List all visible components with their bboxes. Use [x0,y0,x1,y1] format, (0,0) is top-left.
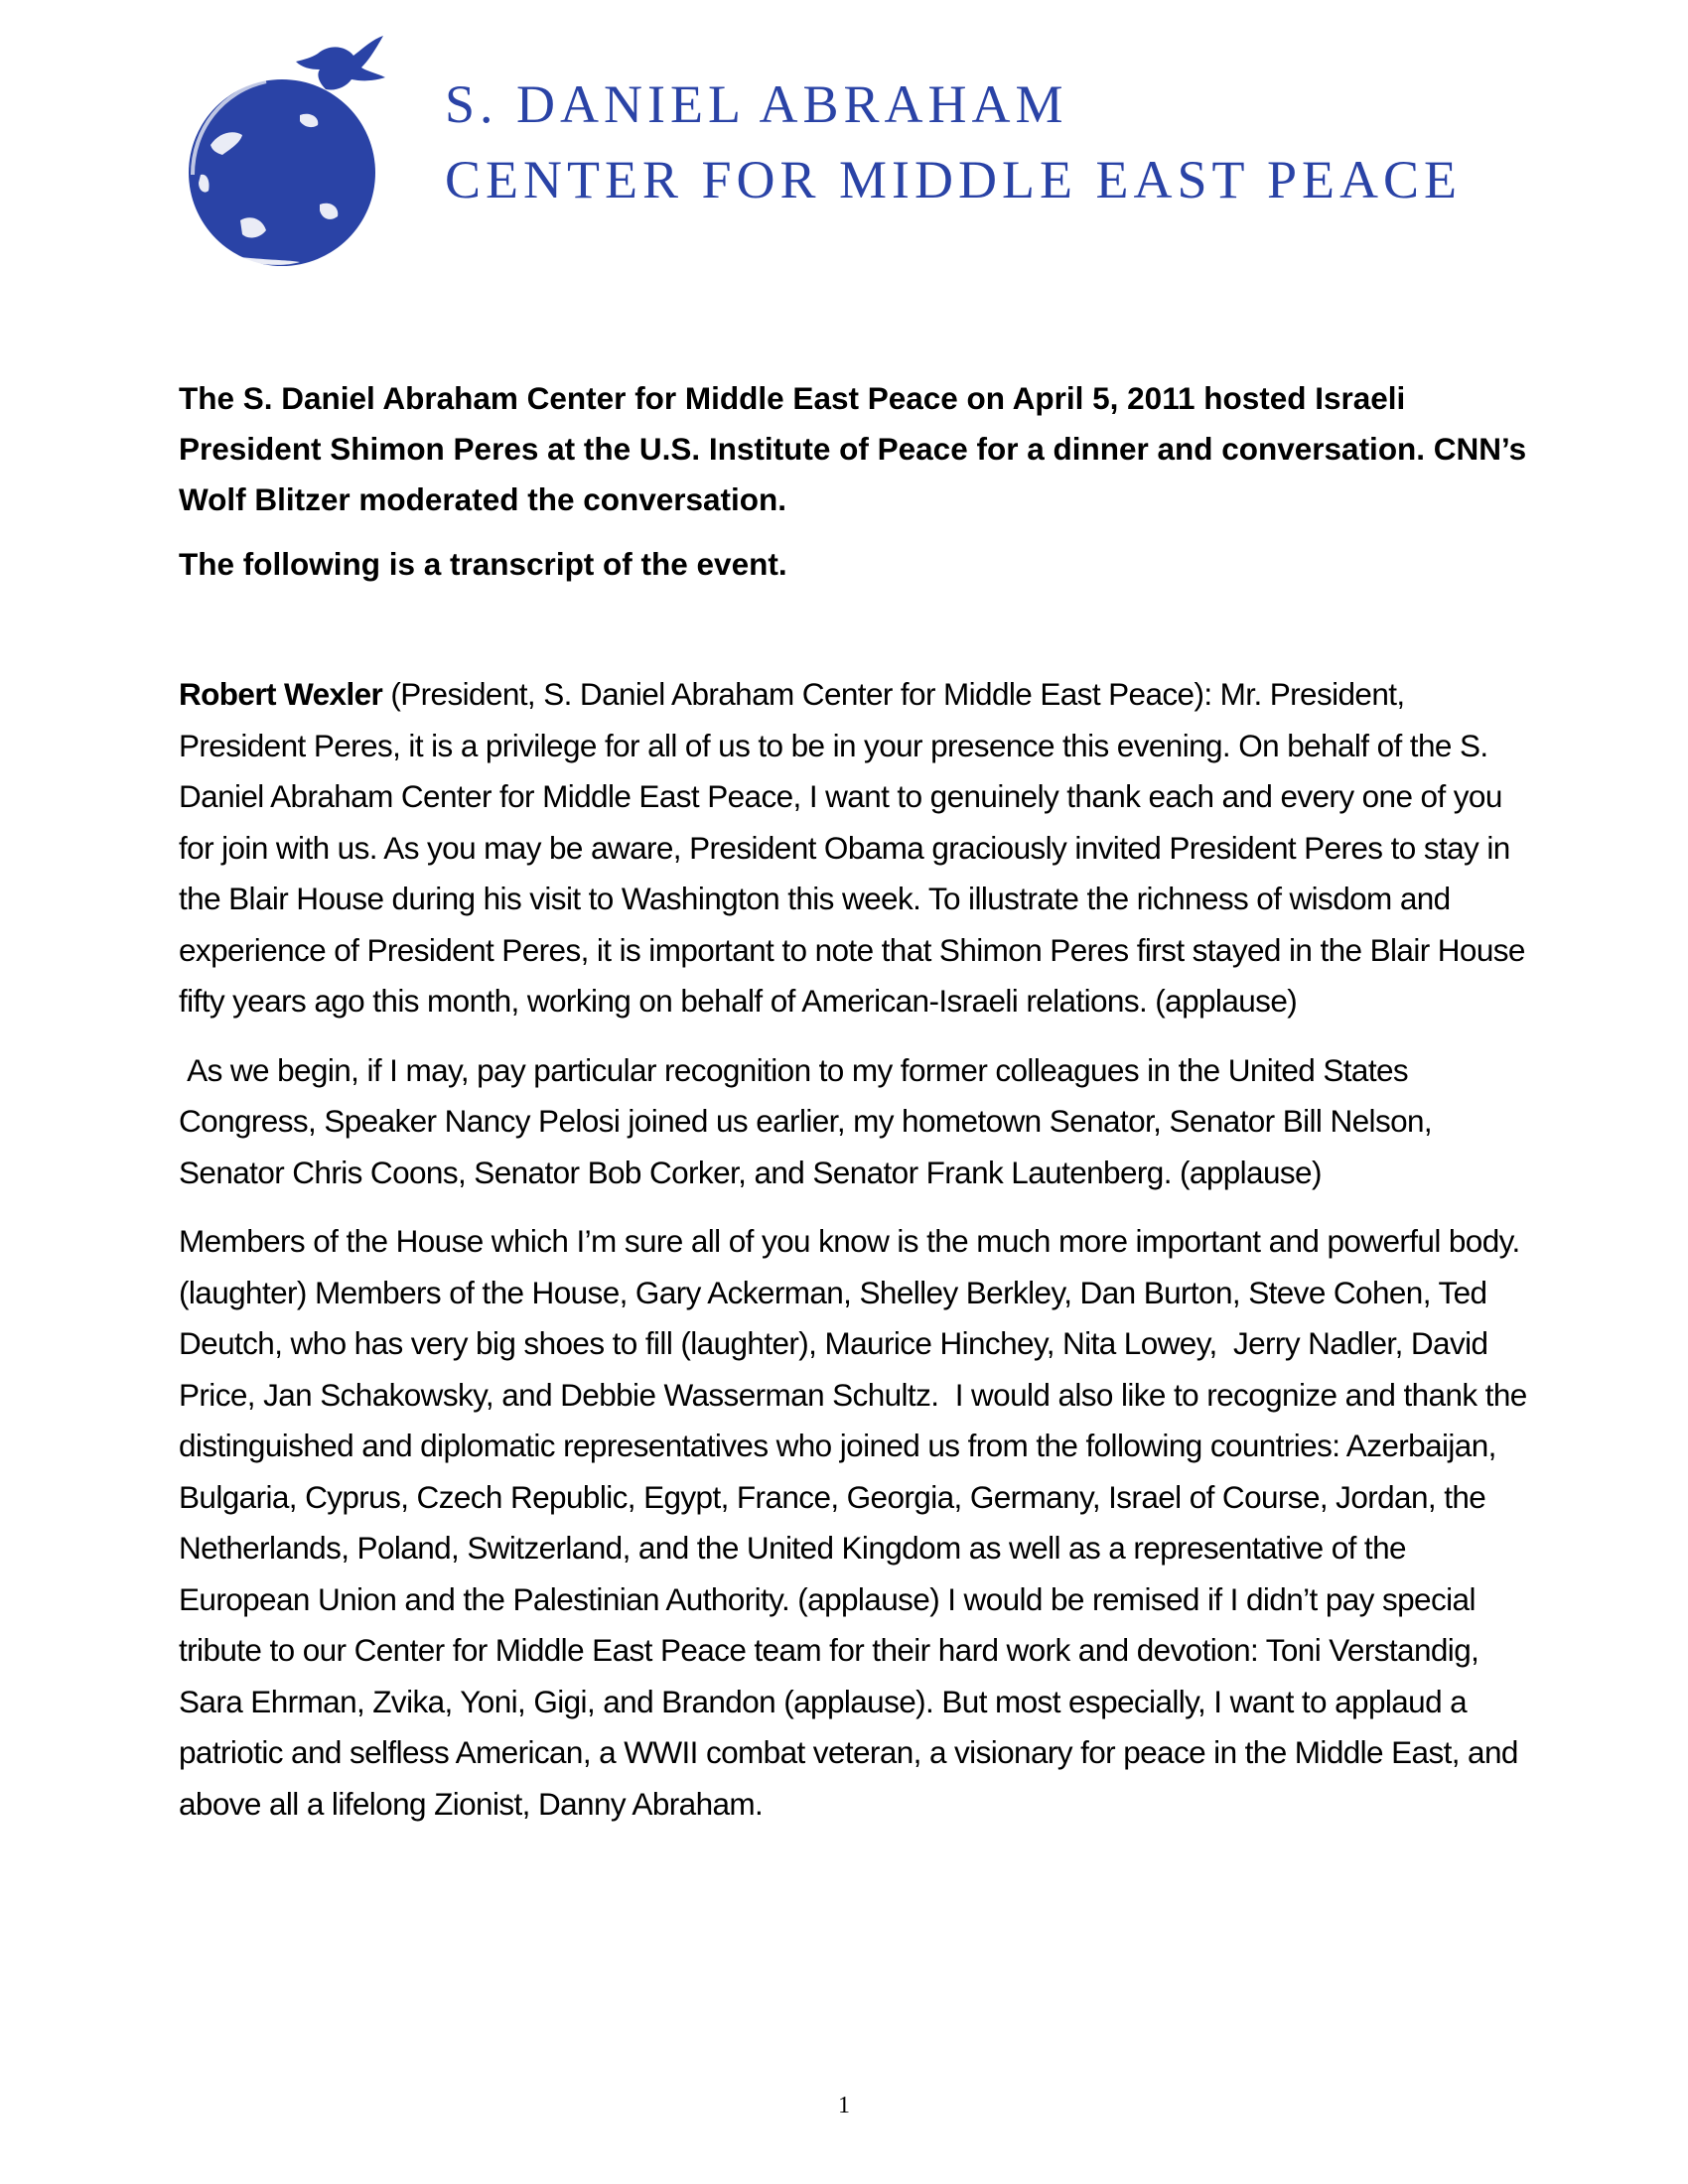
section-spacer [179,604,1529,669]
transcript-paragraph-2: As we begin, if I may, pay particular recognition to my former colleagues in the United States Congress, Speaker Nancy Pelosi joined us earlier, my hometown Senator, Senator Bill Nelson, Senator Chris Coons, Senator Bob Corker, and Senator Frank Lautenberg. (applause) [179,1051,1441,1190]
page-number: 1 [838,2093,850,2118]
document-body [179,373,1535,1847]
globe-with-dove-icon [171,26,409,274]
transcript-paragraph-1 [179,669,1529,1027]
org-name-line1: S. DANIEL ABRAHAM [445,74,1068,134]
organization-name [445,74,1463,209]
intro-paragraph: The S. Daniel Abraham Center for Middle East Peace on April 5, 2011 hosted Israeli President Shimon Peres at the U.S. Institute of Peace for a dinner and conversation. CNN’s Wolf Blitzer moderated the conversation. [179,380,1527,517]
speaker-remarks: (President, S. Daniel Abraham Center for Middle East Peace): Mr. President, President Peres, it is a privilege for all of us to be in your presence this evening. On behalf of the S. Daniel Abraham Center for Middle East Peace, I want to genuinely thank each and every one of you for join with us. As you may be aware, President Obama graciously invited President Peres to stay in the Blair House during his visit to Washington this week. To illustrate the richness of wisdom and experience of President Peres, it is important to note that Shimon Peres first stayed in the Blair House fifty years ago this month, working on behalf of American-Israeli relations. (applause) [179,676,1525,1019]
dove-icon [296,36,385,90]
speaker-name: Robert Wexler [179,676,383,712]
org-name-line2: CENTER FOR MIDDLE EAST PEACE [445,150,1463,209]
intro-transcript-note: The following is a transcript of the event. [179,546,787,582]
transcript-paragraph-3: Members of the House which I’m sure all of you know is the much more important and powerful body. (laughter) Members of the House, Gary Ackerman, Shelley Berkley, Dan Burton, Steve Cohen, Ted Deutch, who has very big shoes to fill (laughter), Maurice Hinchey, Nita Lowey, Jerry Nadler, David Price, Jan Schakowsky, and Debbie Wasserman Schultz. I would also like to recognize and thank the distinguished and diplomatic representatives who joined us from the following countries: Azerbaijan, Bulgaria, Cyprus, Czech Republic, Egypt, France, Georgia, Germany, Israel of Course, Jordan, the Netherlands, Poland, Switzerland, and the United Kingdom as well as a representative of the European Union and the Palestinian Authority. (applause) I would be remised if I didn’t pay special tribute to our Center for Middle East Peace team for their hard work and devotion: Toni Verstandig, Sara Ehrman, Zvika, Yoni, Gigi, and Brandon (applause). But most especially, I want to applaud a patriotic and selfless American, a WWII combat veteran, a visionary for peace in the Middle East, and above all a lifelong Zionist, Danny Abraham. [179,1223,1535,1822]
